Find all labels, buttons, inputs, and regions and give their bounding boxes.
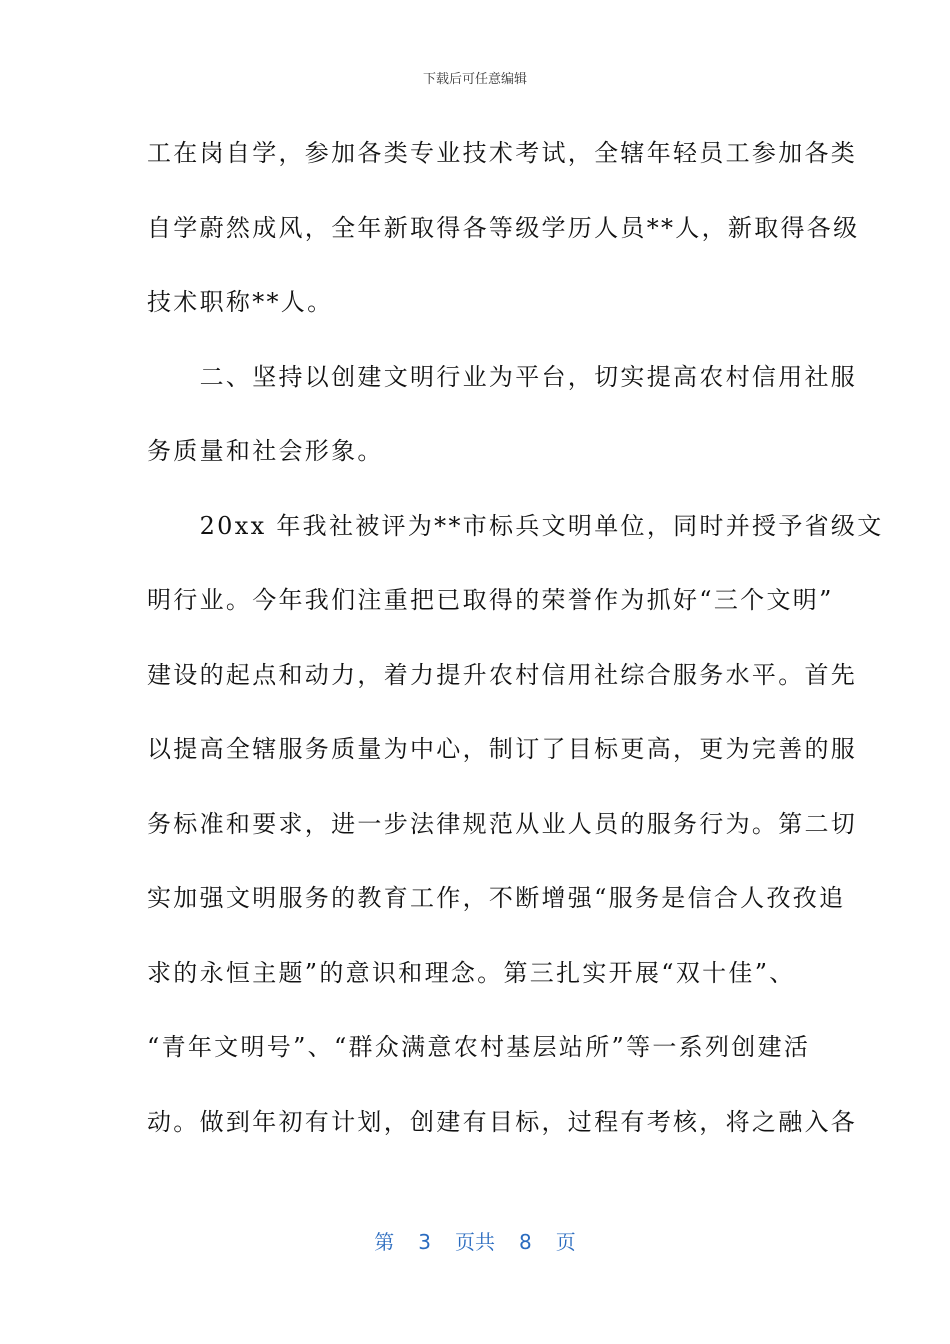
body-line-12: 求的永恒主题”的意识和理念。第三扎实开展“双十佳”、 — [147, 958, 796, 987]
body-line-2: 自学蔚然成风，全年新取得各等级学历人员**人，新取得各级 — [147, 213, 860, 242]
header-note: 下载后可任意编辑 — [422, 72, 527, 87]
page-footer — [0, 1226, 950, 1255]
current-page-number: 3 — [418, 1230, 431, 1254]
body-line-8: 建设的起点和动力，着力提升农村信用社综合服务水平。首先 — [147, 660, 858, 689]
body-line-14: 动。做到年初有计划，创建有目标，过程有考核，将之融入各 — [147, 1107, 858, 1136]
body-line-7: 明行业。今年我们注重把已取得的荣誉作为抓好“三个文明” — [147, 586, 834, 614]
body-line-4: 二、坚持以创建文明行业为平台，切实提高农村信用社服 — [147, 362, 858, 391]
body-line-1: 工在岗自学，参加各类专业技术考试，全辖年轻员工参加各类 — [147, 139, 858, 167]
body-line-11: 实加强文明服务的教育工作，不断增强“服务是信合人孜孜追 — [147, 884, 846, 912]
page-suffix: 页 — [555, 1230, 576, 1254]
body-line-10: 务标准和要求，进一步法律规范从业人员的服务行为。第二切 — [147, 809, 858, 838]
body-line-13: “青年文明号”、“群众满意农村基层站所”等一系列创建活 — [147, 1033, 811, 1061]
page-mid: 页共 — [455, 1230, 495, 1254]
body-line-6: 20xx 年我社被评为**市标兵文明单位，同时并授予省级文 — [147, 511, 884, 540]
document-body — [147, 116, 884, 1159]
total-pages-number: 8 — [519, 1230, 532, 1254]
body-line-3: 技术职称**人。 — [147, 288, 334, 316]
body-line-5: 务质量和社会形象。 — [147, 437, 384, 465]
body-line-9: 以提高全辖服务质量为中心，制订了目标更高，更为完善的服 — [147, 735, 858, 763]
page-prefix: 第 — [374, 1230, 395, 1254]
